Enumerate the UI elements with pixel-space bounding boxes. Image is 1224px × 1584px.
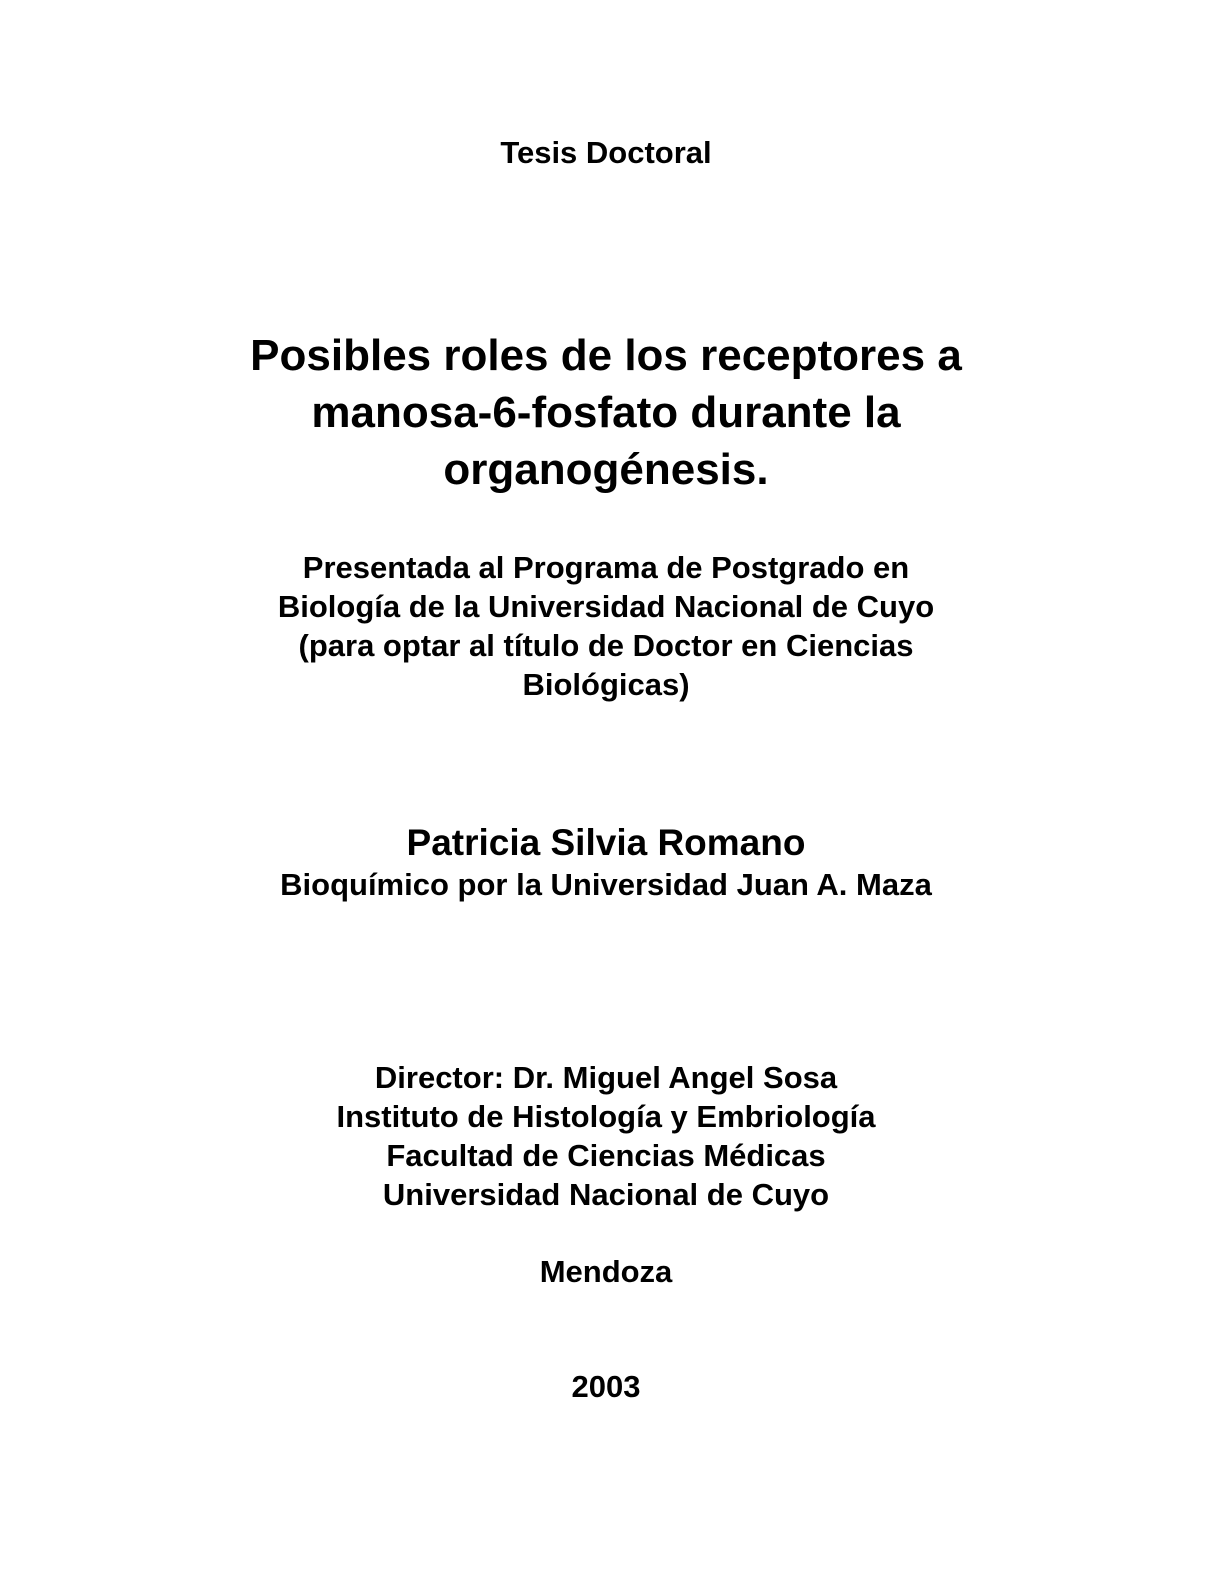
thesis-title-line: Posibles roles de los receptores a: [250, 331, 962, 380]
author-name: Patricia Silvia Romano: [406, 822, 806, 863]
director-line: Instituto de Histología y Embriología: [336, 1099, 876, 1134]
thesis-title-line: organogénesis.: [443, 445, 769, 494]
author-credential: Bioquímico por la Universidad Juan A. Maza: [280, 867, 932, 902]
presentation-line: Presentada al Programa de Postgrado en: [302, 550, 910, 585]
document-type-heading: Tesis Doctoral: [500, 135, 712, 170]
thesis-title-line: manosa-6-fosfato durante la: [311, 388, 901, 437]
presentation-line: Biología de la Universidad Nacional de Cuyo: [277, 589, 935, 624]
year: 2003: [571, 1369, 641, 1404]
director-line: Universidad Nacional de Cuyo: [382, 1177, 830, 1212]
presentation-line: Biológicas): [522, 667, 690, 702]
presentation-line: (para optar al título de Doctor en Ciencias: [298, 628, 914, 663]
director-line: Facultad de Ciencias Médicas: [386, 1138, 826, 1173]
director-line: Director: Dr. Miguel Angel Sosa: [374, 1060, 838, 1095]
city: Mendoza: [539, 1254, 673, 1289]
